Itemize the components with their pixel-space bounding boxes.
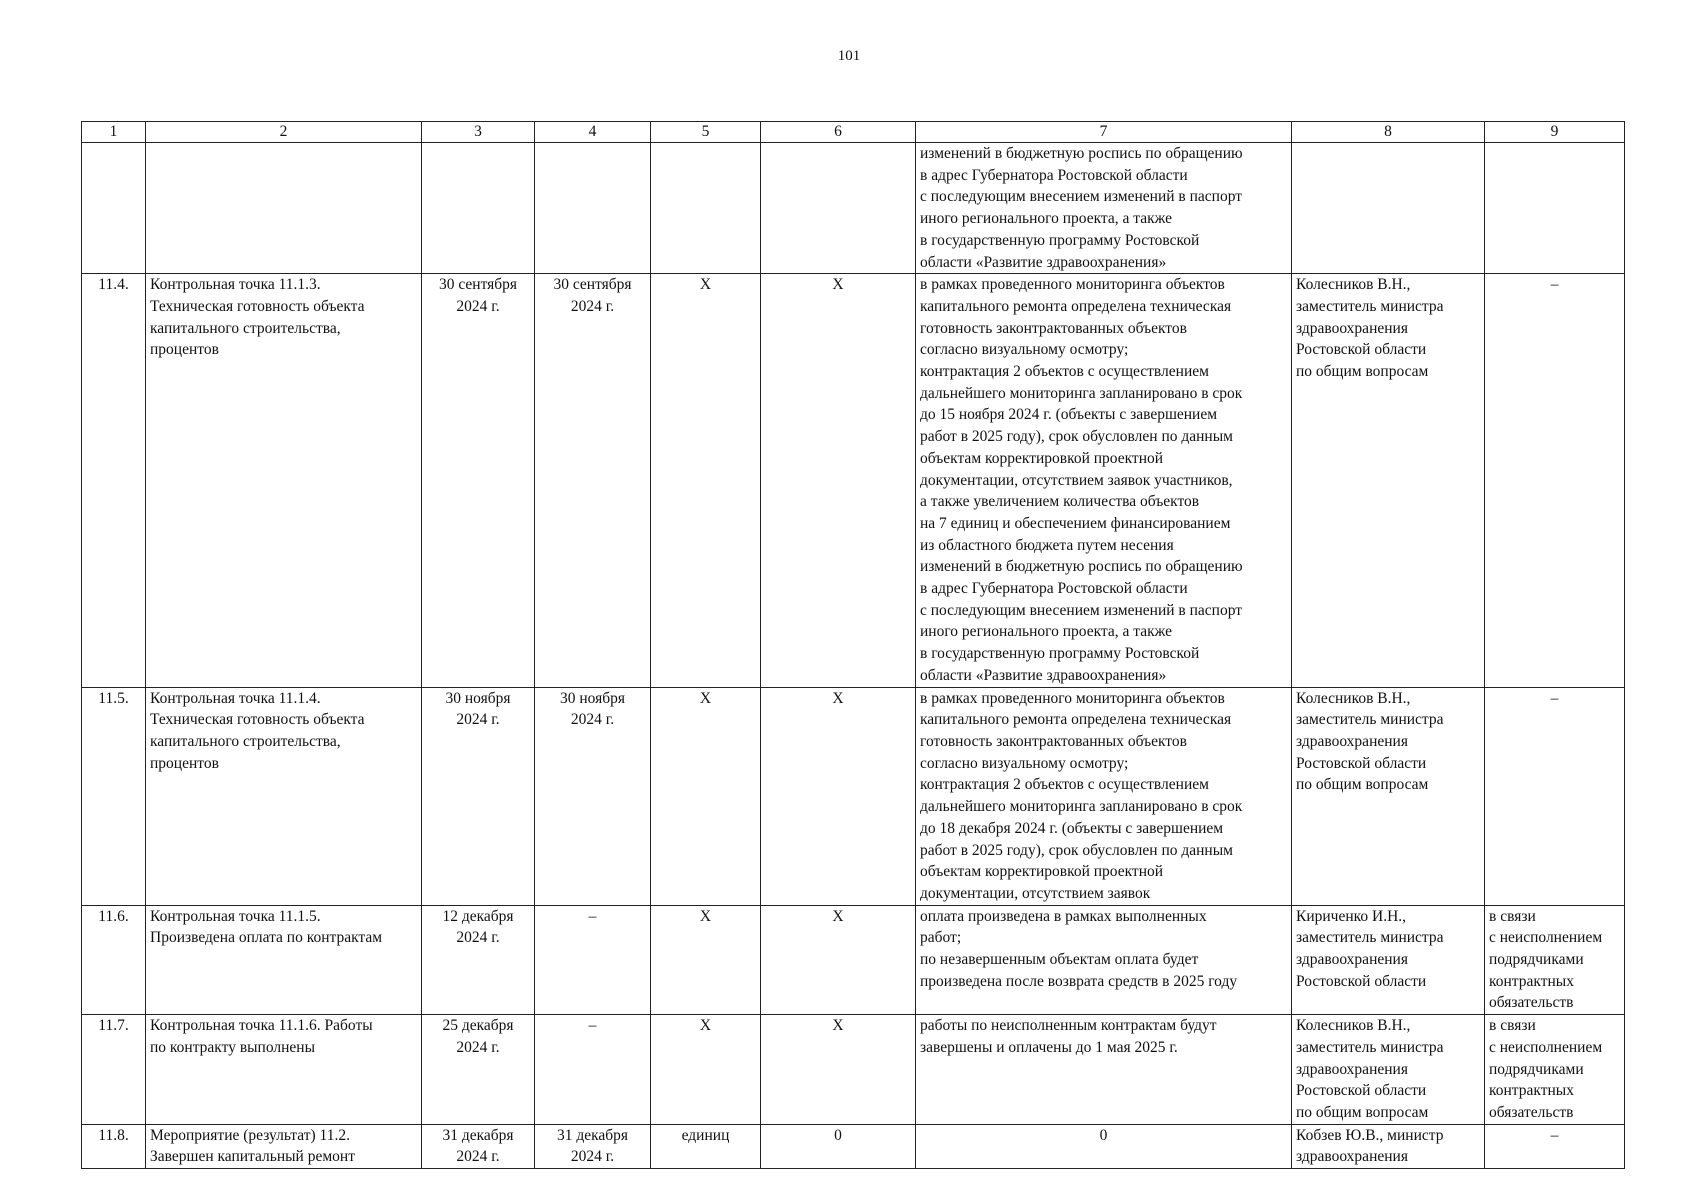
column-header: 7 xyxy=(916,122,1292,143)
row-name: Контрольная точка 11.1.3. Техническая готовность объекта капитального строительства, процентов xyxy=(146,274,422,687)
row-name xyxy=(146,143,422,274)
row-fact-date: – xyxy=(535,905,651,1015)
row-comment: оплата произведена в рамках выполненных работ; по незавершенным объектам оплата будет произведена после возврата средств в 2025 году xyxy=(916,905,1292,1015)
column-header: 2 xyxy=(146,122,422,143)
row-comment: изменений в бюджетную роспись по обращению в адрес Губернатора Ростовской области с последующим внесением изменений в паспорт иного регионального проекта, а также в государственную программу Ростовской области «Развитие здравоохранения» xyxy=(916,143,1292,274)
row-plan-date: 12 декабря 2024 г. xyxy=(422,905,535,1015)
column-header: 9 xyxy=(1485,122,1625,143)
row-reason: – xyxy=(1485,1124,1625,1168)
row-plan-date: 30 сентября 2024 г. xyxy=(422,274,535,687)
row-plan-date xyxy=(422,143,535,274)
row-responsible: Колесников В.Н., заместитель министра здравоохранения Ростовской области по общим вопросам xyxy=(1292,274,1485,687)
row-name: Контрольная точка 11.1.6. Работы по контракту выполнены xyxy=(146,1015,422,1125)
row-fact-date: 30 ноября 2024 г. xyxy=(535,687,651,905)
row-unit: X xyxy=(651,274,761,687)
row-name: Мероприятие (результат) 11.2. Завершен капитальный ремонт xyxy=(146,1124,422,1168)
row-value: X xyxy=(761,905,916,1015)
row-responsible xyxy=(1292,143,1485,274)
row-reason: – xyxy=(1485,274,1625,687)
page-number: 101 xyxy=(837,48,861,64)
table-row xyxy=(82,905,1625,1015)
row-reason: в связи с неисполнением подрядчиками контрактных обязательств xyxy=(1485,905,1625,1015)
row-value: X xyxy=(761,687,916,905)
row-value: X xyxy=(761,274,916,687)
table-row xyxy=(82,274,1625,687)
row-plan-date: 25 декабря 2024 г. xyxy=(422,1015,535,1125)
table-row xyxy=(82,1015,1625,1125)
row-unit: единиц xyxy=(651,1124,761,1168)
table-row xyxy=(82,687,1625,905)
column-header: 3 xyxy=(422,122,535,143)
column-header: 6 xyxy=(761,122,916,143)
row-id xyxy=(82,143,146,274)
row-id: 11.5. xyxy=(82,687,146,905)
row-responsible: Кобзев Ю.В., министр здравоохранения xyxy=(1292,1124,1485,1168)
row-reason: в связи с неисполнением подрядчиками контрактных обязательств xyxy=(1485,1015,1625,1125)
row-plan-date: 30 ноября 2024 г. xyxy=(422,687,535,905)
row-responsible: Колесников В.Н., заместитель министра здравоохранения Ростовской области по общим вопросам xyxy=(1292,687,1485,905)
row-comment: в рамках проведенного мониторинга объектов капитального ремонта определена техническая готовность законтрактованных объектов согласно визуальному осмотру; контрактация 2 объектов с осуществлением дальнейшего мониторинга запланировано в срок до 18 декабря 2024 г. (объекты с завершением работ в 2025 году), срок обусловлен по данным объектам корректировкой проектной документации, отсутствием заявок xyxy=(916,687,1292,905)
row-id: 11.4. xyxy=(82,274,146,687)
report-table xyxy=(81,121,1625,1169)
row-value: 0 xyxy=(761,1124,916,1168)
row-responsible: Колесников В.Н., заместитель министра здравоохранения Ростовской области по общим вопросам xyxy=(1292,1015,1485,1125)
row-unit xyxy=(651,143,761,274)
row-name: Контрольная точка 11.1.4. Техническая готовность объекта капитального строительства, процентов xyxy=(146,687,422,905)
column-number-row xyxy=(82,122,1625,143)
row-responsible: Кириченко И.Н., заместитель министра здравоохранения Ростовской области xyxy=(1292,905,1485,1015)
row-plan-date: 31 декабря 2024 г. xyxy=(422,1124,535,1168)
row-fact-date: – xyxy=(535,1015,651,1125)
row-value: X xyxy=(761,1015,916,1125)
row-id: 11.6. xyxy=(82,905,146,1015)
row-comment: в рамках проведенного мониторинга объектов капитального ремонта определена техническая готовность законтрактованных объектов согласно визуальному осмотру; контрактация 2 объектов с осуществлением дальнейшего мониторинга запланировано в срок до 15 ноября 2024 г. (объекты с завершением работ в 2025 году), срок обусловлен по данным объектам корректировкой проектной документации, отсутствием заявок участников, а также увеличением количества объектов на 7 единиц и обеспечением финансированием из областного бюджета путем несения изменений в бюджетную роспись по обращению в адрес Губернатора Ростовской области с последующим внесением изменений в паспорт иного регионального проекта, а также в государственную программу Ростовской области «Развитие здравоохранения» xyxy=(916,274,1292,687)
row-comment: 0 xyxy=(916,1124,1292,1168)
row-fact-date: 31 декабря 2024 г. xyxy=(535,1124,651,1168)
row-id: 11.7. xyxy=(82,1015,146,1125)
column-header: 4 xyxy=(535,122,651,143)
row-unit: X xyxy=(651,687,761,905)
row-fact-date xyxy=(535,143,651,274)
row-unit: X xyxy=(651,905,761,1015)
column-header: 8 xyxy=(1292,122,1485,143)
row-fact-date: 30 сентября 2024 г. xyxy=(535,274,651,687)
row-unit: X xyxy=(651,1015,761,1125)
row-value xyxy=(761,143,916,274)
table-row xyxy=(82,143,1625,274)
column-header: 5 xyxy=(651,122,761,143)
row-id: 11.8. xyxy=(82,1124,146,1168)
table-row xyxy=(82,1124,1625,1168)
row-name: Контрольная точка 11.1.5. Произведена оплата по контрактам xyxy=(146,905,422,1015)
row-comment: работы по неисполненным контрактам будут завершены и оплачены до 1 мая 2025 г. xyxy=(916,1015,1292,1125)
row-reason: – xyxy=(1485,687,1625,905)
column-header: 1 xyxy=(82,122,146,143)
row-reason xyxy=(1485,143,1625,274)
